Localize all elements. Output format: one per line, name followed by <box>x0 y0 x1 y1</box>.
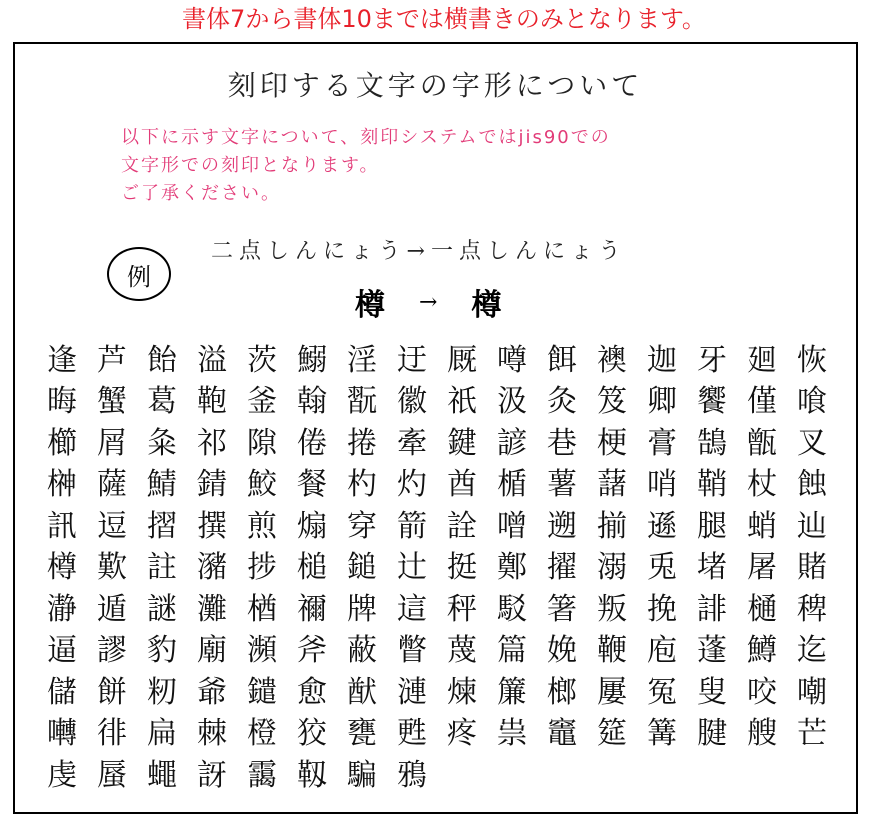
character-cell: 煉 <box>447 674 477 710</box>
character-cell: 煎 <box>247 508 277 544</box>
character-cell: 歎 <box>97 550 127 586</box>
notice-banner: 書体7から書体10までは横書きのみとなります。 <box>182 5 706 33</box>
character-cell: 徽 <box>397 384 427 420</box>
character-cell: 虔 <box>47 757 77 793</box>
character-cell: 靱 <box>297 757 327 793</box>
character-cell: 蜃 <box>97 757 127 793</box>
character-cell: 釜 <box>247 384 277 420</box>
character-cell: 鞘 <box>697 467 727 503</box>
character-cell: 斧 <box>297 633 327 669</box>
character-cell: 詮 <box>447 508 477 544</box>
character-cell: 竈 <box>547 716 577 752</box>
character-cell: 艘 <box>747 716 777 752</box>
character-cell: 餌 <box>547 342 577 378</box>
character-cell: 靄 <box>247 757 277 793</box>
character-cell: 訝 <box>197 757 227 793</box>
character-cell: 蔽 <box>347 633 377 669</box>
character-cell: 徘 <box>97 716 127 752</box>
character-cell: 卿 <box>647 384 677 420</box>
character-cell: 鴉 <box>397 757 427 793</box>
character-cell: 遁 <box>97 591 127 627</box>
character-cell: 櫛 <box>47 425 77 461</box>
character-cell: 錆 <box>197 467 227 503</box>
character-cell: 恢 <box>797 342 827 378</box>
character-cell: 捗 <box>247 550 277 586</box>
character-cell: 鱒 <box>747 633 777 669</box>
character-cell: 榔 <box>547 674 577 710</box>
character-cell: 屑 <box>97 425 127 461</box>
character-cell: 餅 <box>97 674 127 710</box>
character-cell: 溢 <box>197 342 227 378</box>
arrow-icon: → <box>419 289 438 315</box>
note-text <box>121 124 611 208</box>
character-cell: 酋 <box>447 467 477 503</box>
character-cell: 註 <box>147 550 177 586</box>
example-to-char: 樽 <box>471 288 502 323</box>
character-cell: 箸 <box>547 591 577 627</box>
character-cell: 謬 <box>97 633 127 669</box>
character-cell: 駁 <box>497 591 527 627</box>
character-cell: 冤 <box>647 674 677 710</box>
panel-title: 刻印する文字の字形について <box>227 69 644 102</box>
character-cell: 餐 <box>297 467 327 503</box>
character-cell: 葛 <box>147 384 177 420</box>
character-cell: 哨 <box>647 467 677 503</box>
character-cell: 叟 <box>697 674 727 710</box>
character-cell: 翫 <box>347 384 377 420</box>
glyph-info-panel <box>13 42 858 814</box>
character-cell: 瀦 <box>197 550 227 586</box>
note-line: 以下に示す文字について、刻印システムではjis90での <box>121 127 611 148</box>
character-cell: 漣 <box>397 674 427 710</box>
character-cell: 篇 <box>497 633 527 669</box>
character-cell: 撰 <box>197 508 227 544</box>
character-cell: 瀞 <box>47 591 77 627</box>
character-cell: 甑 <box>747 425 777 461</box>
character-cell: 遡 <box>547 508 577 544</box>
character-cell: 灸 <box>547 384 577 420</box>
character-cell: 蓬 <box>697 633 727 669</box>
character-cell: 笈 <box>597 384 627 420</box>
character-cell: 秤 <box>447 591 477 627</box>
character-cell: 廟 <box>197 633 227 669</box>
character-cell: 籾 <box>147 674 177 710</box>
character-cell: 鯖 <box>147 467 177 503</box>
character-cell: 廻 <box>747 342 777 378</box>
character-cell: 薯 <box>547 467 577 503</box>
character-cell: 倦 <box>297 425 327 461</box>
character-cell: 辿 <box>797 508 827 544</box>
character-cell: 杓 <box>347 467 377 503</box>
character-cell: 牌 <box>347 591 377 627</box>
character-cell: 狡 <box>297 716 327 752</box>
character-cell: 粂 <box>147 425 177 461</box>
character-cell: 噌 <box>497 508 527 544</box>
character-cell: 猷 <box>347 674 377 710</box>
character-cell: 僅 <box>747 384 777 420</box>
character-cell: 鞄 <box>197 384 227 420</box>
character-cell: 蝕 <box>797 467 827 503</box>
example-badge: 例 <box>107 247 171 301</box>
character-cell: 鄭 <box>497 550 527 586</box>
character-cell: 翰 <box>297 384 327 420</box>
character-cell: 甦 <box>397 716 427 752</box>
character-cell: 屠 <box>747 550 777 586</box>
character-cell: 巷 <box>547 425 577 461</box>
character-cell: 擢 <box>547 550 577 586</box>
character-cell: 薩 <box>97 467 127 503</box>
character-cell: 辻 <box>397 550 427 586</box>
character-cell: 堵 <box>697 550 727 586</box>
character-cell: 筵 <box>597 716 627 752</box>
character-cell: 摺 <box>147 508 177 544</box>
character-cell: 藷 <box>597 467 627 503</box>
character-cell: 挽 <box>647 591 677 627</box>
character-cell: 騙 <box>347 757 377 793</box>
character-cell: 甕 <box>347 716 377 752</box>
note-line: ご了承ください。 <box>121 183 281 204</box>
character-cell: 牙 <box>697 342 727 378</box>
character-cell: 逗 <box>97 508 127 544</box>
character-cell: 迂 <box>397 342 427 378</box>
character-cell: 叉 <box>797 425 827 461</box>
character-cell: 豹 <box>147 633 177 669</box>
character-cell: 迄 <box>797 633 827 669</box>
character-cell: 蟹 <box>97 384 127 420</box>
character-cell: 挺 <box>447 550 477 586</box>
character-cell: 爺 <box>197 674 227 710</box>
character-cell: 迦 <box>647 342 677 378</box>
character-cell: 蠅 <box>147 757 177 793</box>
character-cell: 杖 <box>747 467 777 503</box>
character-cell: 囀 <box>47 716 77 752</box>
character-cell: 咬 <box>747 674 777 710</box>
character-cell: 煽 <box>297 508 327 544</box>
character-cell: 棘 <box>197 716 227 752</box>
character-cell: 賭 <box>797 550 827 586</box>
character-cell: 飴 <box>147 342 177 378</box>
character-cell: 愈 <box>297 674 327 710</box>
character-cell: 瞥 <box>397 633 427 669</box>
character-cell: 淫 <box>347 342 377 378</box>
character-cell: 叛 <box>597 591 627 627</box>
character-cell: 腱 <box>697 716 727 752</box>
character-cell: 晦 <box>47 384 77 420</box>
character-cell: 祇 <box>447 384 477 420</box>
character-cell: 楯 <box>497 467 527 503</box>
character-cell: 梗 <box>597 425 627 461</box>
character-cell: 儲 <box>47 674 77 710</box>
character-cell: 兎 <box>647 550 677 586</box>
character-cell: 簾 <box>497 674 527 710</box>
character-cell: 訊 <box>47 508 77 544</box>
character-cell: 橙 <box>247 716 277 752</box>
character-cell: 疼 <box>447 716 477 752</box>
character-cell: 芒 <box>797 716 827 752</box>
character-cell: 溺 <box>597 550 627 586</box>
character-cell: 腿 <box>697 508 727 544</box>
character-cell: 娩 <box>547 633 577 669</box>
character-cell: 箭 <box>397 508 427 544</box>
character-cell: 饗 <box>697 384 727 420</box>
character-cell: 鞭 <box>597 633 627 669</box>
character-cell: 祟 <box>497 716 527 752</box>
character-cell: 樋 <box>747 591 777 627</box>
character-grid <box>37 336 837 793</box>
character-cell: 鎚 <box>347 550 377 586</box>
character-cell: 樽 <box>47 550 77 586</box>
character-cell: 汲 <box>497 384 527 420</box>
character-cell: 厩 <box>447 342 477 378</box>
character-cell: 揃 <box>597 508 627 544</box>
character-cell: 稗 <box>797 591 827 627</box>
character-cell: 屢 <box>597 674 627 710</box>
character-cell: 茨 <box>247 342 277 378</box>
character-cell: 灼 <box>397 467 427 503</box>
character-cell: 鍵 <box>447 425 477 461</box>
character-cell: 逼 <box>47 633 77 669</box>
character-cell: 逢 <box>47 342 77 378</box>
character-cell: 祁 <box>197 425 227 461</box>
character-cell: 隙 <box>247 425 277 461</box>
character-cell: 蛸 <box>747 508 777 544</box>
character-cell: 鮫 <box>247 467 277 503</box>
character-cell: 諺 <box>497 425 527 461</box>
character-cell: 庖 <box>647 633 677 669</box>
character-cell: 鰯 <box>297 342 327 378</box>
example-chars <box>355 280 501 324</box>
character-cell: 榊 <box>47 467 77 503</box>
character-cell: 襖 <box>597 342 627 378</box>
character-cell: 扁 <box>147 716 177 752</box>
character-cell: 鑓 <box>247 674 277 710</box>
character-cell: 楢 <box>247 591 277 627</box>
character-cell: 這 <box>397 591 427 627</box>
character-cell: 槌 <box>297 550 327 586</box>
character-cell: 蔑 <box>447 633 477 669</box>
character-cell: 牽 <box>397 425 427 461</box>
character-cell: 誹 <box>697 591 727 627</box>
character-cell: 芦 <box>97 342 127 378</box>
character-cell: 遜 <box>647 508 677 544</box>
character-cell: 篝 <box>647 716 677 752</box>
character-cell: 瀕 <box>247 633 277 669</box>
character-cell: 嘲 <box>797 674 827 710</box>
character-cell: 鵠 <box>697 425 727 461</box>
character-cell: 噂 <box>497 342 527 378</box>
note-line: 文字形での刻印となります。 <box>121 155 380 176</box>
example-rule: 二点しんにょう→一点しんにょう <box>211 239 627 264</box>
character-cell: 喰 <box>797 384 827 420</box>
example-from-char: 樽 <box>355 288 385 323</box>
character-cell: 灘 <box>197 591 227 627</box>
character-cell: 捲 <box>347 425 377 461</box>
character-cell: 膏 <box>647 425 677 461</box>
character-cell: 謎 <box>147 591 177 627</box>
character-cell: 禰 <box>297 591 327 627</box>
character-cell: 穿 <box>347 508 377 544</box>
